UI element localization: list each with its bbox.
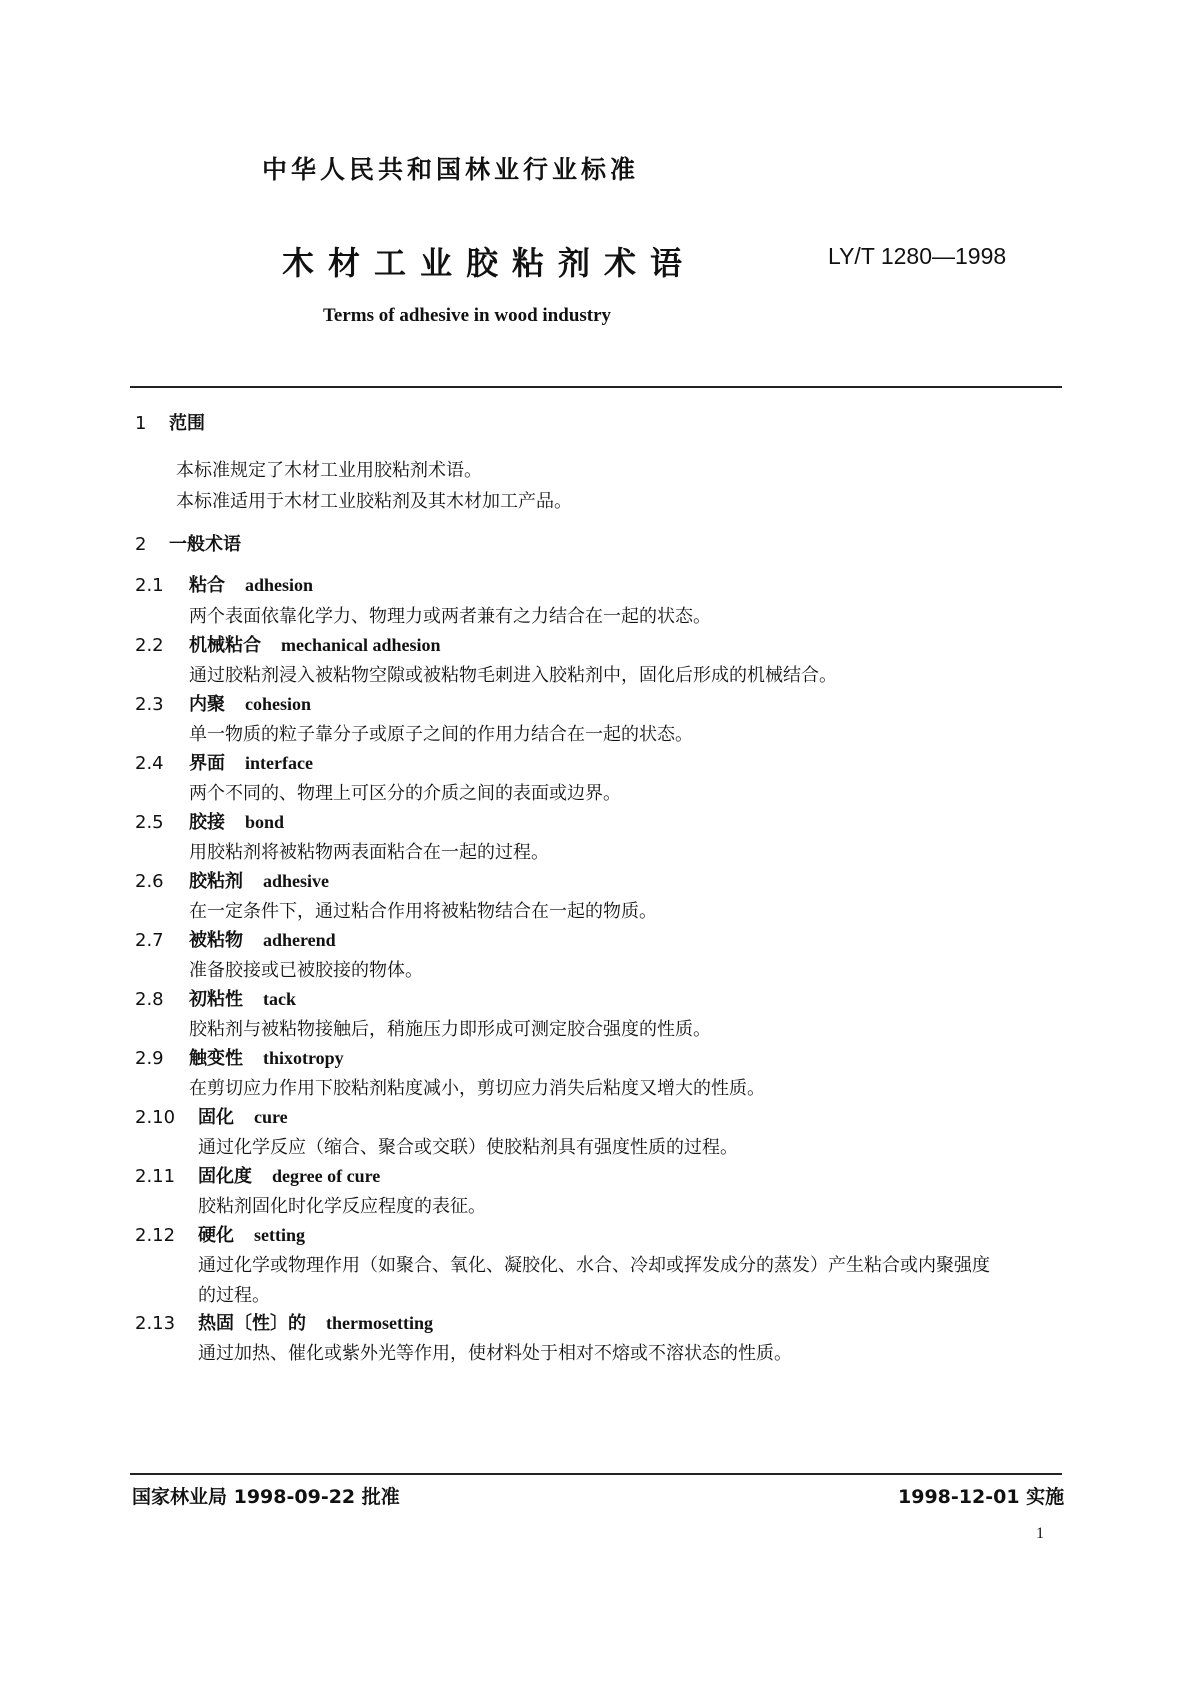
section-number: 2 xyxy=(135,534,147,555)
term-entry xyxy=(135,631,441,657)
term-entry xyxy=(135,749,313,775)
term-number: 2.2 xyxy=(135,635,164,656)
scope-paragraph: 本标准规定了木材工业用胶粘剂术语。 xyxy=(176,460,482,481)
term-entry xyxy=(135,808,284,834)
term-entry xyxy=(135,926,336,952)
term-entry xyxy=(135,1309,433,1335)
term-entry xyxy=(135,1103,288,1129)
header-divider xyxy=(130,386,1062,388)
term-en: adherend xyxy=(263,930,336,950)
term-number: 2.10 xyxy=(135,1107,176,1128)
term-number: 2.13 xyxy=(135,1313,176,1334)
term-entry xyxy=(135,985,296,1011)
term-en: thermosetting xyxy=(326,1313,433,1333)
section-title: 范围 xyxy=(169,413,205,434)
term-number: 2.4 xyxy=(135,753,164,774)
term-zh: 内聚 xyxy=(189,694,225,715)
term-zh: 粘合 xyxy=(189,575,225,596)
term-entry xyxy=(135,867,329,893)
term-zh: 触变性 xyxy=(189,1048,243,1069)
term-entry xyxy=(135,571,313,597)
footer-divider xyxy=(130,1473,1062,1475)
term-definition-continued: 的过程。 xyxy=(198,1285,270,1306)
section-title: 一般术语 xyxy=(169,534,241,555)
section-number: 1 xyxy=(135,413,147,434)
term-definition: 准备胶接或已被胶接的物体。 xyxy=(189,960,423,981)
term-definition: 通过加热、催化或紫外光等作用，使材料处于相对不熔或不溶状态的性质。 xyxy=(198,1343,792,1364)
term-entry xyxy=(135,1162,380,1188)
term-zh: 被粘物 xyxy=(189,930,243,951)
term-definition: 两个不同的、物理上可区分的介质之间的表面或边界。 xyxy=(189,783,621,804)
term-number: 2.12 xyxy=(135,1225,176,1246)
implementation-date: 1998-12-01 实施 xyxy=(898,1486,1065,1508)
page-number: 1 xyxy=(1036,1525,1044,1542)
term-definition: 在剪切应力作用下胶粘剂粘度减小，剪切应力消失后粘度又增大的性质。 xyxy=(189,1078,765,1099)
term-entry xyxy=(135,690,311,716)
term-number: 2.1 xyxy=(135,575,164,596)
term-definition: 胶粘剂与被粘物接触后，稍施压力即形成可测定胶合强度的性质。 xyxy=(189,1019,711,1040)
term-definition: 通过化学或物理作用（如聚合、氧化、凝胶化、水合、冷却或挥发成分的蒸发）产生粘合或内聚强度 xyxy=(198,1255,990,1276)
term-number: 2.9 xyxy=(135,1048,164,1069)
term-en: tack xyxy=(263,989,296,1009)
term-zh: 硬化 xyxy=(198,1225,234,1246)
term-en: setting xyxy=(254,1225,305,1245)
term-zh: 初粘性 xyxy=(189,989,243,1010)
term-en: cure xyxy=(254,1107,288,1127)
section-heading-scope xyxy=(135,409,205,435)
term-zh: 胶粘剂 xyxy=(189,871,243,892)
term-number: 2.6 xyxy=(135,871,164,892)
document-title-en: Terms of adhesive in wood industry xyxy=(323,305,612,326)
term-en: cohesion xyxy=(245,694,312,714)
term-en: adhesion xyxy=(245,575,314,595)
term-zh: 界面 xyxy=(189,753,225,774)
term-entry xyxy=(135,1044,344,1070)
term-definition: 在一定条件下，通过粘合作用将被粘物结合在一起的物质。 xyxy=(189,901,657,922)
standard-code: LY/T 1280—1998 xyxy=(828,243,1007,269)
term-definition: 两个表面依靠化学力、物理力或两者兼有之力结合在一起的状态。 xyxy=(189,606,711,627)
term-en: interface xyxy=(245,753,313,773)
term-entry xyxy=(135,1221,305,1247)
term-definition: 通过胶粘剂浸入被粘物空隙或被粘物毛刺进入胶粘剂中，固化后形成的机械结合。 xyxy=(189,665,837,686)
term-en: bond xyxy=(245,812,285,832)
term-zh: 固化度 xyxy=(198,1166,252,1187)
term-en: thixotropy xyxy=(263,1048,344,1068)
term-number: 2.3 xyxy=(135,694,164,715)
term-number: 2.11 xyxy=(135,1166,176,1187)
term-definition: 胶粘剂固化时化学反应程度的表征。 xyxy=(198,1196,486,1217)
term-number: 2.8 xyxy=(135,989,164,1010)
term-zh: 机械粘合 xyxy=(189,635,261,656)
scope-paragraph: 本标准适用于木材工业胶粘剂及其木材加工产品。 xyxy=(176,491,572,512)
term-en: adhesive xyxy=(263,871,330,891)
term-zh: 固化 xyxy=(198,1107,234,1128)
term-definition: 单一物质的粒子靠分子或原子之间的作用力结合在一起的状态。 xyxy=(189,724,693,745)
term-zh: 热固〔性〕的 xyxy=(198,1313,306,1334)
document-title-zh: 木材工业胶粘剂术语 xyxy=(282,244,697,282)
term-definition: 用胶粘剂将被粘物两表面粘合在一起的过程。 xyxy=(189,842,549,863)
standard-category-heading: 中华人民共和国林业行业标准 xyxy=(262,155,640,184)
term-zh: 胶接 xyxy=(189,812,225,833)
term-definition: 通过化学反应（缩合、聚合或交联）使胶粘剂具有强度性质的过程。 xyxy=(198,1137,738,1158)
term-en: mechanical adhesion xyxy=(281,635,441,655)
approval-date: 国家林业局 1998-09-22 批准 xyxy=(132,1486,400,1508)
term-number: 2.5 xyxy=(135,812,164,833)
term-en: degree of cure xyxy=(272,1166,381,1186)
section-heading-general-terms xyxy=(135,530,241,556)
term-number: 2.7 xyxy=(135,930,164,951)
